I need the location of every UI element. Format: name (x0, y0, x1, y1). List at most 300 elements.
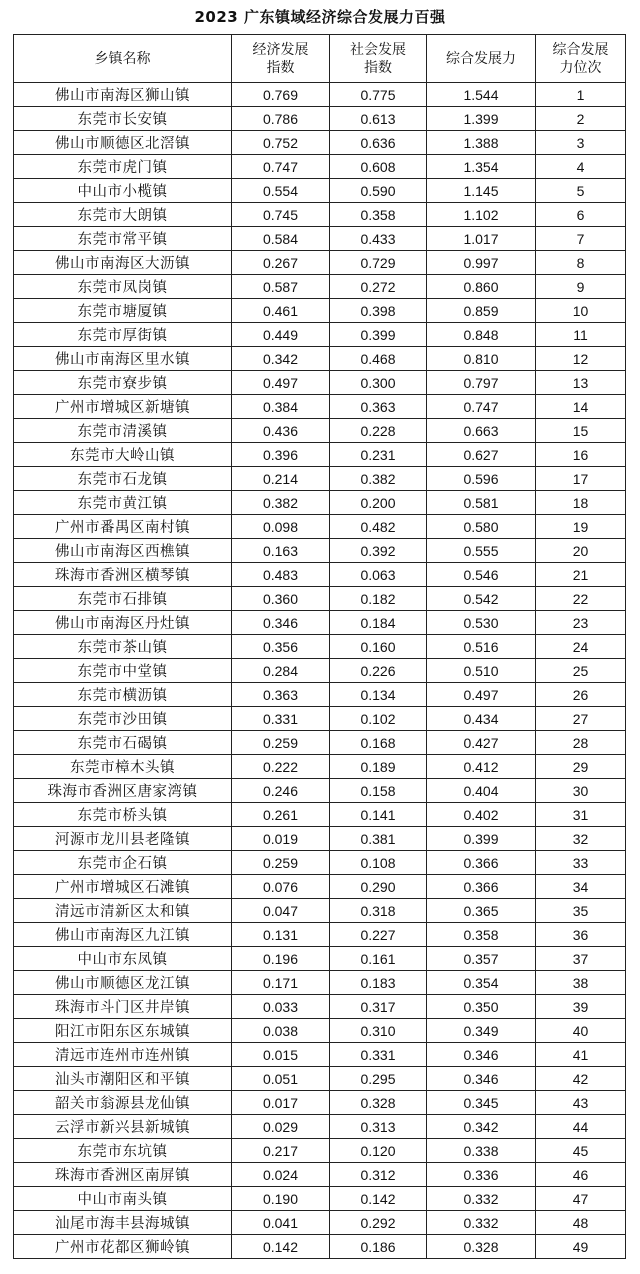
social-index-cell: 0.433 (330, 227, 427, 251)
composite-score-cell: 0.530 (427, 611, 536, 635)
town-name-cell: 东莞市大岭山镇 (14, 443, 232, 467)
table-row (14, 683, 626, 707)
composite-score-cell: 1.388 (427, 131, 536, 155)
composite-score-cell: 1.544 (427, 83, 536, 107)
table-row (14, 803, 626, 827)
town-name-cell: 东莞市横沥镇 (14, 683, 232, 707)
rank-cell: 44 (536, 1115, 626, 1139)
table-row (14, 155, 626, 179)
rank-cell: 24 (536, 635, 626, 659)
composite-score-cell: 0.663 (427, 419, 536, 443)
social-index-cell: 0.272 (330, 275, 427, 299)
social-index-cell: 0.468 (330, 347, 427, 371)
table-row (14, 875, 626, 899)
rank-cell: 26 (536, 683, 626, 707)
composite-score-cell: 0.434 (427, 707, 536, 731)
rank-cell: 17 (536, 467, 626, 491)
header-economic-index-line1: 经济发展 (252, 41, 309, 58)
rank-cell: 27 (536, 707, 626, 731)
social-index-cell: 0.636 (330, 131, 427, 155)
economic-index-cell: 0.171 (232, 971, 330, 995)
rank-cell: 28 (536, 731, 626, 755)
economic-index-cell: 0.382 (232, 491, 330, 515)
table-row (14, 563, 626, 587)
header-rank (536, 35, 626, 83)
town-name-cell: 中山市东凤镇 (14, 947, 232, 971)
town-name-cell: 广州市增城区新塘镇 (14, 395, 232, 419)
economic-index-cell: 0.360 (232, 587, 330, 611)
town-name-cell: 佛山市南海区狮山镇 (14, 83, 232, 107)
composite-score-cell: 0.627 (427, 443, 536, 467)
table-row (14, 731, 626, 755)
social-index-cell: 0.161 (330, 947, 427, 971)
town-name-cell: 东莞市石龙镇 (14, 467, 232, 491)
social-index-cell: 0.134 (330, 683, 427, 707)
composite-score-cell: 0.510 (427, 659, 536, 683)
composite-score-cell: 0.328 (427, 1235, 536, 1259)
town-name-cell: 汕头市潮阳区和平镇 (14, 1067, 232, 1091)
economic-index-cell: 0.284 (232, 659, 330, 683)
composite-score-cell: 0.365 (427, 899, 536, 923)
composite-score-cell: 0.404 (427, 779, 536, 803)
economic-index-cell: 0.346 (232, 611, 330, 635)
rank-cell: 31 (536, 803, 626, 827)
header-social-index-line1: 社会发展 (350, 41, 406, 58)
town-name-cell: 东莞市茶山镇 (14, 635, 232, 659)
table-header-row (14, 35, 626, 83)
economic-index-cell: 0.222 (232, 755, 330, 779)
composite-score-cell: 0.342 (427, 1115, 536, 1139)
composite-score-cell: 0.580 (427, 515, 536, 539)
header-economic-index (232, 35, 330, 83)
social-index-cell: 0.398 (330, 299, 427, 323)
rank-cell: 13 (536, 371, 626, 395)
table-row (14, 1187, 626, 1211)
social-index-cell: 0.102 (330, 707, 427, 731)
table-row (14, 899, 626, 923)
economic-index-cell: 0.259 (232, 851, 330, 875)
town-name-cell: 东莞市寮步镇 (14, 371, 232, 395)
rank-cell: 36 (536, 923, 626, 947)
rank-cell: 5 (536, 179, 626, 203)
composite-score-cell: 0.346 (427, 1043, 536, 1067)
table-row (14, 467, 626, 491)
rank-cell: 7 (536, 227, 626, 251)
rank-cell: 40 (536, 1019, 626, 1043)
composite-score-cell: 0.412 (427, 755, 536, 779)
social-index-cell: 0.189 (330, 755, 427, 779)
table-row (14, 107, 626, 131)
town-name-cell: 佛山市南海区大沥镇 (14, 251, 232, 275)
rank-cell: 6 (536, 203, 626, 227)
header-social-index (330, 35, 427, 83)
economic-index-cell: 0.752 (232, 131, 330, 155)
table-row (14, 851, 626, 875)
rank-cell: 18 (536, 491, 626, 515)
town-name-cell: 广州市番禺区南村镇 (14, 515, 232, 539)
table-row (14, 947, 626, 971)
social-index-cell: 0.295 (330, 1067, 427, 1091)
town-name-cell: 云浮市新兴县新城镇 (14, 1115, 232, 1139)
rank-cell: 48 (536, 1211, 626, 1235)
table-row (14, 587, 626, 611)
rank-cell: 21 (536, 563, 626, 587)
rank-cell: 45 (536, 1139, 626, 1163)
composite-score-cell: 1.145 (427, 179, 536, 203)
composite-score-cell: 1.017 (427, 227, 536, 251)
social-index-cell: 0.290 (330, 875, 427, 899)
table-row (14, 659, 626, 683)
economic-index-cell: 0.483 (232, 563, 330, 587)
table-row (14, 443, 626, 467)
town-name-cell: 中山市南头镇 (14, 1187, 232, 1211)
economic-index-cell: 0.747 (232, 155, 330, 179)
composite-score-cell: 0.516 (427, 635, 536, 659)
rank-cell: 1 (536, 83, 626, 107)
rank-cell: 11 (536, 323, 626, 347)
town-name-cell: 东莞市石排镇 (14, 587, 232, 611)
town-name-cell: 东莞市塘厦镇 (14, 299, 232, 323)
table-row (14, 707, 626, 731)
composite-score-cell: 0.747 (427, 395, 536, 419)
social-index-cell: 0.482 (330, 515, 427, 539)
social-index-cell: 0.317 (330, 995, 427, 1019)
economic-index-cell: 0.038 (232, 1019, 330, 1043)
social-index-cell: 0.775 (330, 83, 427, 107)
social-index-cell: 0.729 (330, 251, 427, 275)
composite-score-cell: 1.102 (427, 203, 536, 227)
composite-score-cell: 0.366 (427, 875, 536, 899)
rank-cell: 33 (536, 851, 626, 875)
economic-index-cell: 0.259 (232, 731, 330, 755)
town-name-cell: 东莞市桥头镇 (14, 803, 232, 827)
social-index-cell: 0.200 (330, 491, 427, 515)
table-row (14, 1043, 626, 1067)
economic-index-cell: 0.029 (232, 1115, 330, 1139)
economic-index-cell: 0.019 (232, 827, 330, 851)
economic-index-cell: 0.024 (232, 1163, 330, 1187)
table-row (14, 539, 626, 563)
table-row (14, 1091, 626, 1115)
social-index-cell: 0.613 (330, 107, 427, 131)
town-name-cell: 东莞市石碣镇 (14, 731, 232, 755)
social-index-cell: 0.228 (330, 419, 427, 443)
social-index-cell: 0.392 (330, 539, 427, 563)
town-name-cell: 清远市清新区太和镇 (14, 899, 232, 923)
header-composite-score-label: 综合发展力 (446, 50, 516, 67)
social-index-cell: 0.168 (330, 731, 427, 755)
economic-index-cell: 0.196 (232, 947, 330, 971)
social-index-cell: 0.160 (330, 635, 427, 659)
table-row (14, 251, 626, 275)
town-name-cell: 珠海市斗门区井岸镇 (14, 995, 232, 1019)
rank-cell: 19 (536, 515, 626, 539)
rank-cell: 22 (536, 587, 626, 611)
town-name-cell: 河源市龙川县老隆镇 (14, 827, 232, 851)
table-row (14, 971, 626, 995)
table-row (14, 995, 626, 1019)
composite-score-cell: 0.555 (427, 539, 536, 563)
rank-cell: 20 (536, 539, 626, 563)
economic-index-cell: 0.769 (232, 83, 330, 107)
social-index-cell: 0.184 (330, 611, 427, 635)
composite-score-cell: 0.402 (427, 803, 536, 827)
town-name-cell: 东莞市东坑镇 (14, 1139, 232, 1163)
social-index-cell: 0.608 (330, 155, 427, 179)
header-economic-index-line2: 指数 (266, 59, 295, 76)
rank-cell: 15 (536, 419, 626, 443)
rank-cell: 9 (536, 275, 626, 299)
composite-score-cell: 0.366 (427, 851, 536, 875)
table-body (14, 83, 626, 1259)
town-name-cell: 广州市增城区石滩镇 (14, 875, 232, 899)
rank-cell: 30 (536, 779, 626, 803)
rank-cell: 8 (536, 251, 626, 275)
social-index-cell: 0.318 (330, 899, 427, 923)
social-index-cell: 0.328 (330, 1091, 427, 1115)
economic-index-cell: 0.384 (232, 395, 330, 419)
town-name-cell: 佛山市南海区丹灶镇 (14, 611, 232, 635)
table-row (14, 395, 626, 419)
rank-cell: 25 (536, 659, 626, 683)
table-row (14, 635, 626, 659)
economic-index-cell: 0.047 (232, 899, 330, 923)
rank-cell: 37 (536, 947, 626, 971)
economic-index-cell: 0.587 (232, 275, 330, 299)
town-name-cell: 清远市连州市连州镇 (14, 1043, 232, 1067)
table-row (14, 1211, 626, 1235)
rank-cell: 14 (536, 395, 626, 419)
economic-index-cell: 0.076 (232, 875, 330, 899)
rank-cell: 2 (536, 107, 626, 131)
composite-score-cell: 0.497 (427, 683, 536, 707)
economic-index-cell: 0.163 (232, 539, 330, 563)
composite-score-cell: 0.848 (427, 323, 536, 347)
economic-index-cell: 0.436 (232, 419, 330, 443)
town-name-cell: 珠海市香洲区横琴镇 (14, 563, 232, 587)
rank-cell: 29 (536, 755, 626, 779)
economic-index-cell: 0.033 (232, 995, 330, 1019)
social-index-cell: 0.363 (330, 395, 427, 419)
town-name-cell: 东莞市樟木头镇 (14, 755, 232, 779)
social-index-cell: 0.141 (330, 803, 427, 827)
town-name-cell: 佛山市顺德区北滘镇 (14, 131, 232, 155)
social-index-cell: 0.313 (330, 1115, 427, 1139)
header-composite-score (427, 35, 536, 83)
rank-cell: 32 (536, 827, 626, 851)
table-row (14, 371, 626, 395)
social-index-cell: 0.183 (330, 971, 427, 995)
town-name-cell: 东莞市厚街镇 (14, 323, 232, 347)
economic-index-cell: 0.131 (232, 923, 330, 947)
table-row (14, 347, 626, 371)
composite-score-cell: 0.997 (427, 251, 536, 275)
social-index-cell: 0.186 (330, 1235, 427, 1259)
economic-index-cell: 0.190 (232, 1187, 330, 1211)
social-index-cell: 0.226 (330, 659, 427, 683)
economic-index-cell: 0.342 (232, 347, 330, 371)
town-name-cell: 珠海市香洲区唐家湾镇 (14, 779, 232, 803)
table-row (14, 1139, 626, 1163)
economic-index-cell: 0.017 (232, 1091, 330, 1115)
table-row (14, 227, 626, 251)
social-index-cell: 0.381 (330, 827, 427, 851)
town-name-cell: 韶关市翁源县龙仙镇 (14, 1091, 232, 1115)
economic-index-cell: 0.041 (232, 1211, 330, 1235)
town-name-cell: 佛山市南海区里水镇 (14, 347, 232, 371)
social-index-cell: 0.310 (330, 1019, 427, 1043)
composite-score-cell: 0.350 (427, 995, 536, 1019)
composite-score-cell: 0.546 (427, 563, 536, 587)
social-index-cell: 0.300 (330, 371, 427, 395)
social-index-cell: 0.382 (330, 467, 427, 491)
composite-score-cell: 0.860 (427, 275, 536, 299)
social-index-cell: 0.312 (330, 1163, 427, 1187)
rank-cell: 35 (536, 899, 626, 923)
town-name-cell: 中山市小榄镇 (14, 179, 232, 203)
composite-score-cell: 0.358 (427, 923, 536, 947)
economic-index-cell: 0.098 (232, 515, 330, 539)
social-index-cell: 0.108 (330, 851, 427, 875)
town-name-cell: 东莞市常平镇 (14, 227, 232, 251)
composite-score-cell: 0.427 (427, 731, 536, 755)
social-index-cell: 0.399 (330, 323, 427, 347)
town-name-cell: 东莞市虎门镇 (14, 155, 232, 179)
economic-index-cell: 0.497 (232, 371, 330, 395)
economic-index-cell: 0.331 (232, 707, 330, 731)
economic-index-cell: 0.786 (232, 107, 330, 131)
town-name-cell: 珠海市香洲区南屏镇 (14, 1163, 232, 1187)
header-rank-line2: 力位次 (559, 59, 602, 76)
composite-score-cell: 0.399 (427, 827, 536, 851)
composite-score-cell: 0.797 (427, 371, 536, 395)
rank-cell: 41 (536, 1043, 626, 1067)
header-town-name (14, 35, 232, 83)
table-row (14, 1019, 626, 1043)
town-name-cell: 东莞市企石镇 (14, 851, 232, 875)
rank-cell: 34 (536, 875, 626, 899)
town-name-cell: 东莞市中堂镇 (14, 659, 232, 683)
composite-score-cell: 0.336 (427, 1163, 536, 1187)
town-name-cell: 佛山市南海区九江镇 (14, 923, 232, 947)
town-name-cell: 汕尾市海丰县海城镇 (14, 1211, 232, 1235)
social-index-cell: 0.231 (330, 443, 427, 467)
rank-cell: 39 (536, 995, 626, 1019)
town-name-cell: 东莞市沙田镇 (14, 707, 232, 731)
social-index-cell: 0.292 (330, 1211, 427, 1235)
economic-index-cell: 0.554 (232, 179, 330, 203)
table-row (14, 1235, 626, 1259)
composite-score-cell: 0.349 (427, 1019, 536, 1043)
economic-index-cell: 0.584 (232, 227, 330, 251)
table-row (14, 755, 626, 779)
table-row (14, 179, 626, 203)
town-name-cell: 佛山市顺德区龙江镇 (14, 971, 232, 995)
economic-index-cell: 0.396 (232, 443, 330, 467)
rank-cell: 4 (536, 155, 626, 179)
town-name-cell: 阳江市阳东区东城镇 (14, 1019, 232, 1043)
social-index-cell: 0.120 (330, 1139, 427, 1163)
table-row (14, 515, 626, 539)
table-row (14, 491, 626, 515)
table-row (14, 827, 626, 851)
economic-index-cell: 0.015 (232, 1043, 330, 1067)
table-row (14, 203, 626, 227)
composite-score-cell: 0.346 (427, 1067, 536, 1091)
social-index-cell: 0.063 (330, 563, 427, 587)
rank-cell: 42 (536, 1067, 626, 1091)
header-town-name-label: 乡镇名称 (94, 50, 151, 67)
town-name-cell: 佛山市南海区西樵镇 (14, 539, 232, 563)
composite-score-cell: 0.332 (427, 1187, 536, 1211)
social-index-cell: 0.158 (330, 779, 427, 803)
town-name-cell: 东莞市黄江镇 (14, 491, 232, 515)
town-name-cell: 东莞市大朗镇 (14, 203, 232, 227)
composite-score-cell: 0.354 (427, 971, 536, 995)
table-row (14, 779, 626, 803)
rank-cell: 49 (536, 1235, 626, 1259)
composite-score-cell: 0.596 (427, 467, 536, 491)
economic-index-cell: 0.356 (232, 635, 330, 659)
composite-score-cell: 1.354 (427, 155, 536, 179)
economic-index-cell: 0.142 (232, 1235, 330, 1259)
economic-index-cell: 0.246 (232, 779, 330, 803)
economic-index-cell: 0.449 (232, 323, 330, 347)
economic-index-cell: 0.363 (232, 683, 330, 707)
economic-index-cell: 0.217 (232, 1139, 330, 1163)
town-name-cell: 东莞市凤岗镇 (14, 275, 232, 299)
table-row (14, 1163, 626, 1187)
rank-cell: 3 (536, 131, 626, 155)
rank-cell: 46 (536, 1163, 626, 1187)
table-row (14, 611, 626, 635)
social-index-cell: 0.182 (330, 587, 427, 611)
composite-score-cell: 0.338 (427, 1139, 536, 1163)
table-row (14, 275, 626, 299)
social-index-cell: 0.590 (330, 179, 427, 203)
economic-index-cell: 0.214 (232, 467, 330, 491)
composite-score-cell: 1.399 (427, 107, 536, 131)
table-row (14, 1115, 626, 1139)
composite-score-cell: 0.542 (427, 587, 536, 611)
table-row (14, 83, 626, 107)
table-row (14, 923, 626, 947)
town-name-cell: 东莞市长安镇 (14, 107, 232, 131)
rank-cell: 38 (536, 971, 626, 995)
table-row (14, 131, 626, 155)
composite-score-cell: 0.859 (427, 299, 536, 323)
rank-cell: 43 (536, 1091, 626, 1115)
table-row (14, 299, 626, 323)
header-social-index-line2: 指数 (364, 59, 392, 76)
rank-cell: 16 (536, 443, 626, 467)
ranking-table (13, 34, 626, 1259)
composite-score-cell: 0.581 (427, 491, 536, 515)
town-name-cell: 东莞市清溪镇 (14, 419, 232, 443)
composite-score-cell: 0.810 (427, 347, 536, 371)
table-row (14, 419, 626, 443)
table-row (14, 323, 626, 347)
table-row (14, 1067, 626, 1091)
economic-index-cell: 0.267 (232, 251, 330, 275)
economic-index-cell: 0.051 (232, 1067, 330, 1091)
rank-cell: 10 (536, 299, 626, 323)
composite-score-cell: 0.357 (427, 947, 536, 971)
page-title: 2023 广东镇域经济综合发展力百强 (194, 8, 446, 26)
economic-index-cell: 0.461 (232, 299, 330, 323)
town-name-cell: 广州市花都区狮岭镇 (14, 1235, 232, 1259)
rank-cell: 47 (536, 1187, 626, 1211)
